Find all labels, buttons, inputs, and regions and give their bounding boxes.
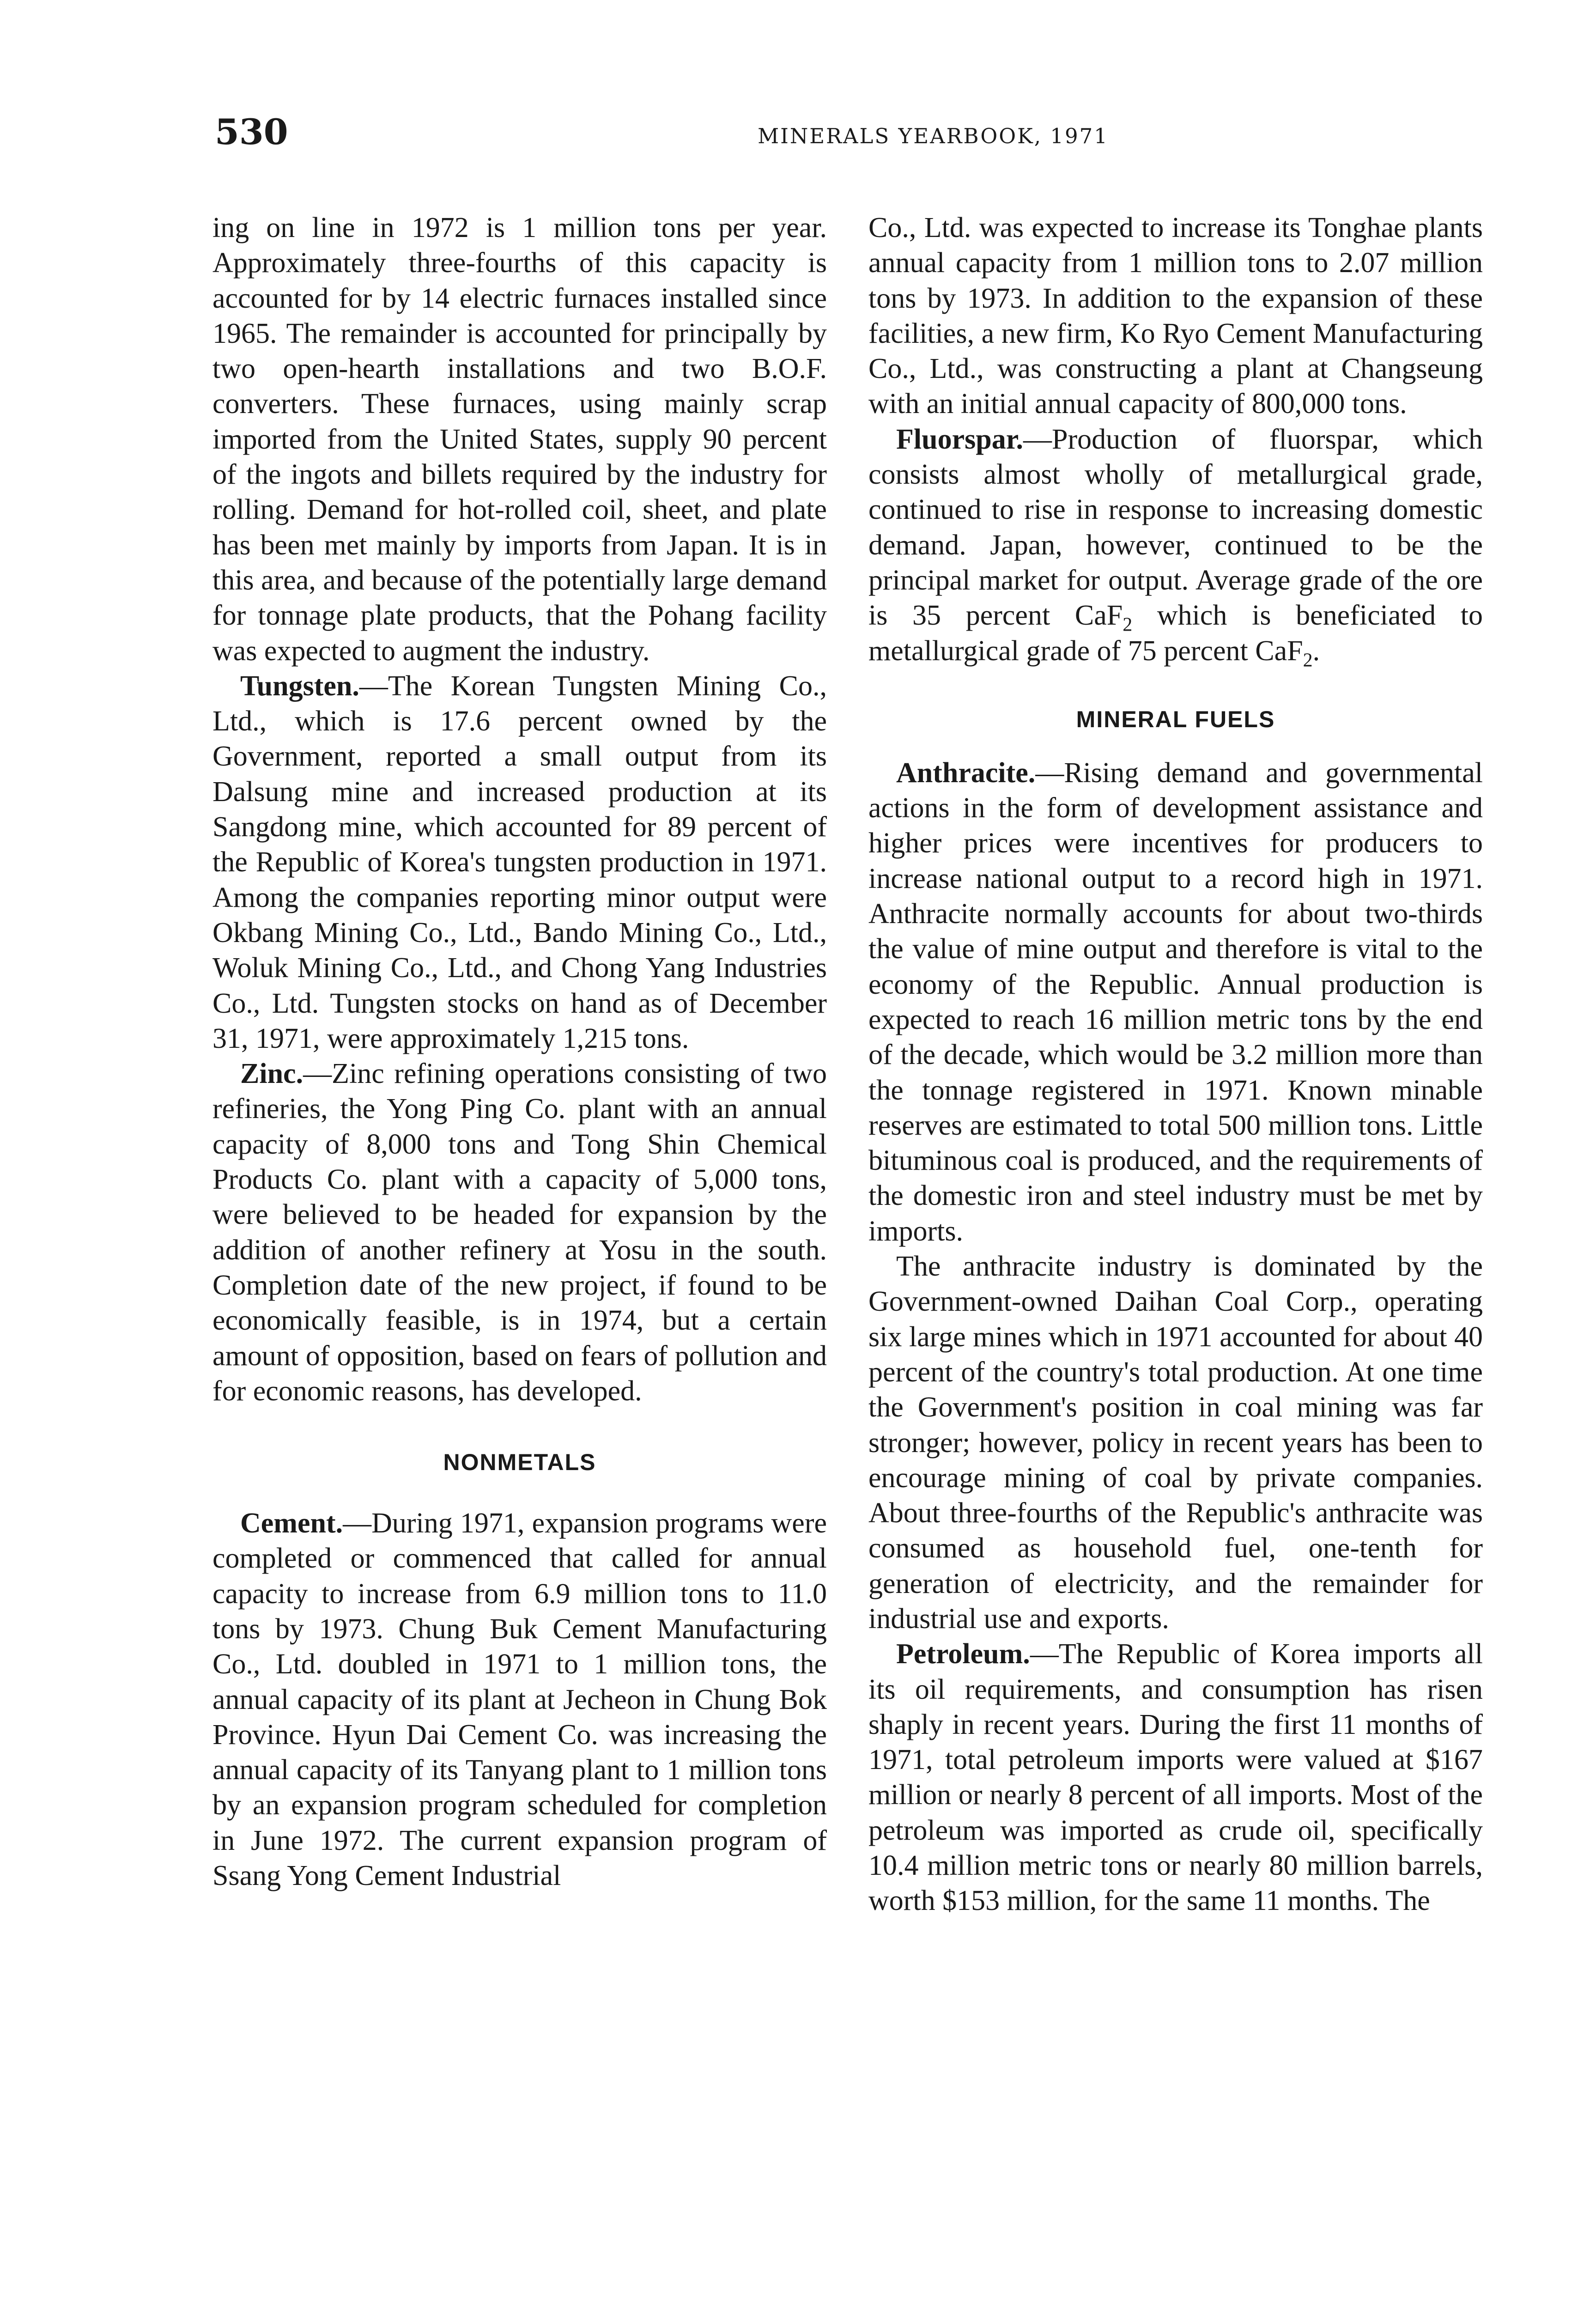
left-column [212, 210, 827, 1893]
running-head: MINERALS YEARBOOK, 1971 [758, 124, 1109, 148]
section-heading-nonmetals: NONMETALS [443, 1449, 596, 1476]
paragraph-petroleum: Petroleum.—The Republic of Korea imports all its oil requirements, and consumption has risen shaply in recent years. During the first 11 months of 1971, total petroleum imports were valued at $167 million or nearly 8 percent of all imports. Most of the petroleum was imported as crude oil, specifically 10.4 million metric tons or nearly 80 million barrels, worth $153 million, for the same 11 months. The [868, 1638, 1483, 1917]
right-column [868, 210, 1483, 1919]
paragraph-cement-continued: Co., Ltd. was expected to increase its Tonghae plants annual capacity from 1 million tons to 2.07 million tons by 1973. In addition to the expansion of these facilities, a new firm, Ko Ryo Cement Manufacturing Co., Ltd., was constructing a plant at Changseung with an initial annual capacity of 800,000 tons. [868, 212, 1483, 420]
paragraph-zinc: Zinc.—Zinc refining operations consisting of two refineries, the Yong Ping Co. plant with an annual capacity of 8,000 tons and Tong Shin Chemical Products Co. plant with a capacity of 5,000 tons, were believed to be headed for expansion by the addition of another refinery at Yosu in the south. Completion date of the new project, if found to be economically feasible, is in 1974, but a certain amount of opposition, based on fears of pollution and for economic reasons, has developed. [212, 1058, 827, 1407]
run-in-heading-tungsten: Tungsten. [240, 670, 359, 702]
paragraph-cement: Cement.—During 1971, expansion programs were completed or commenced that called for annual capacity to increase from 6.9 million tons to 11.0 tons by 1973. Chung Buk Cement Manufacturing Co., Ltd. doubled in 1971 to 1 million tons, the annual capacity of its plant at Jecheon in Chung Bok Province. Hyun Dai Cement Co. was increasing the annual capacity of its Tanyang plant to 1 million tons by an expansion program scheduled for completion in June 1972. The current expansion program of Ssang Yong Cement Industrial [212, 1508, 827, 1892]
section-heading-mineral-fuels: MINERAL FUELS [1076, 706, 1275, 732]
page-number: 530 [215, 111, 288, 152]
paragraph-steel-continued: ing on line in 1972 is 1 million tons per year. Approximately three-fourths of this capacity is accounted for by 14 electric furnaces installed since 1965. The remainder is accounted for principally by two open-hearth installations and two B.O.F. converters. These furnaces, using mainly scrap imported from the United States, supply 90 percent of the ingots and billets required by the industry for rolling. Demand for hot-rolled coil, sheet, and plate has been met mainly by imports from Japan. It is in this area, and because of the potentially large demand for tonnage plate products, that the Pohang facility was expected to augment the industry. [212, 212, 827, 667]
paragraph-fluorspar: Fluorspar.—Production of fluorspar, which consists almost wholly of metallurgical grade, continued to rise in response to increasing domestic demand. Japan, however, continued to be the principal market for output. Average grade of the ore is 35 percent CaF$_2$ which is beneficiated to metallurgical grade of 75 percent CaF$_2$. [868, 423, 1483, 671]
run-in-heading-petroleum: Petroleum. [896, 1638, 1030, 1670]
run-in-heading-fluorspar: Fluorspar. [896, 423, 1024, 455]
run-in-heading-zinc: Zinc. [240, 1058, 303, 1090]
paragraph-anthracite: Anthracite.—Rising demand and governmental actions in the form of development assistance and higher prices were incentives for producers to increase national output to a record high in 1971. Anthracite normally accounts for about two-thirds the value of mine output and therefore is vital to the economy of the Republic. Annual production is expected to reach 16 million metric tons by the end of the decade, which would be 3.2 million more than the tonnage registered in 1971. Known minable reserves are estimated to total 500 million tons. Little bituminous coal is produced, and the requirements of the domestic iron and steel industry must be met by imports. [868, 757, 1483, 1247]
run-in-heading-anthracite: Anthracite. [896, 757, 1036, 789]
paragraph-tungsten: Tungsten.—The Korean Tungsten Mining Co., Ltd., which is 17.6 percent owned by the Government, reported a small output from its Dalsung mine and increased production at its Sangdong mine, which accounted for 89 percent of the Republic of Korea's tungsten production in 1971. Among the companies reporting minor output were Okbang Mining Co., Ltd., Bando Mining Co., Ltd., Woluk Mining Co., Ltd., and Chong Yang Industries Co., Ltd. Tungsten stocks on hand as of December 31, 1971, were approximately 1,215 tons. [212, 670, 827, 1054]
run-in-heading-cement: Cement. [240, 1508, 343, 1539]
paragraph-anthracite-industry: The anthracite industry is dominated by the Government-owned Daihan Coal Corp., operating six large mines which in 1971 accounted for about 40 percent of the country's total production. At one time the Government's position in coal mining was far stronger; however, policy in recent years has been to encourage mining of coal by private companies. About three-fourths of the Republic's anthracite was consumed as household fuel, one-tenth for generation of electricity, and the remainder for industrial use and exports. [868, 1251, 1483, 1635]
